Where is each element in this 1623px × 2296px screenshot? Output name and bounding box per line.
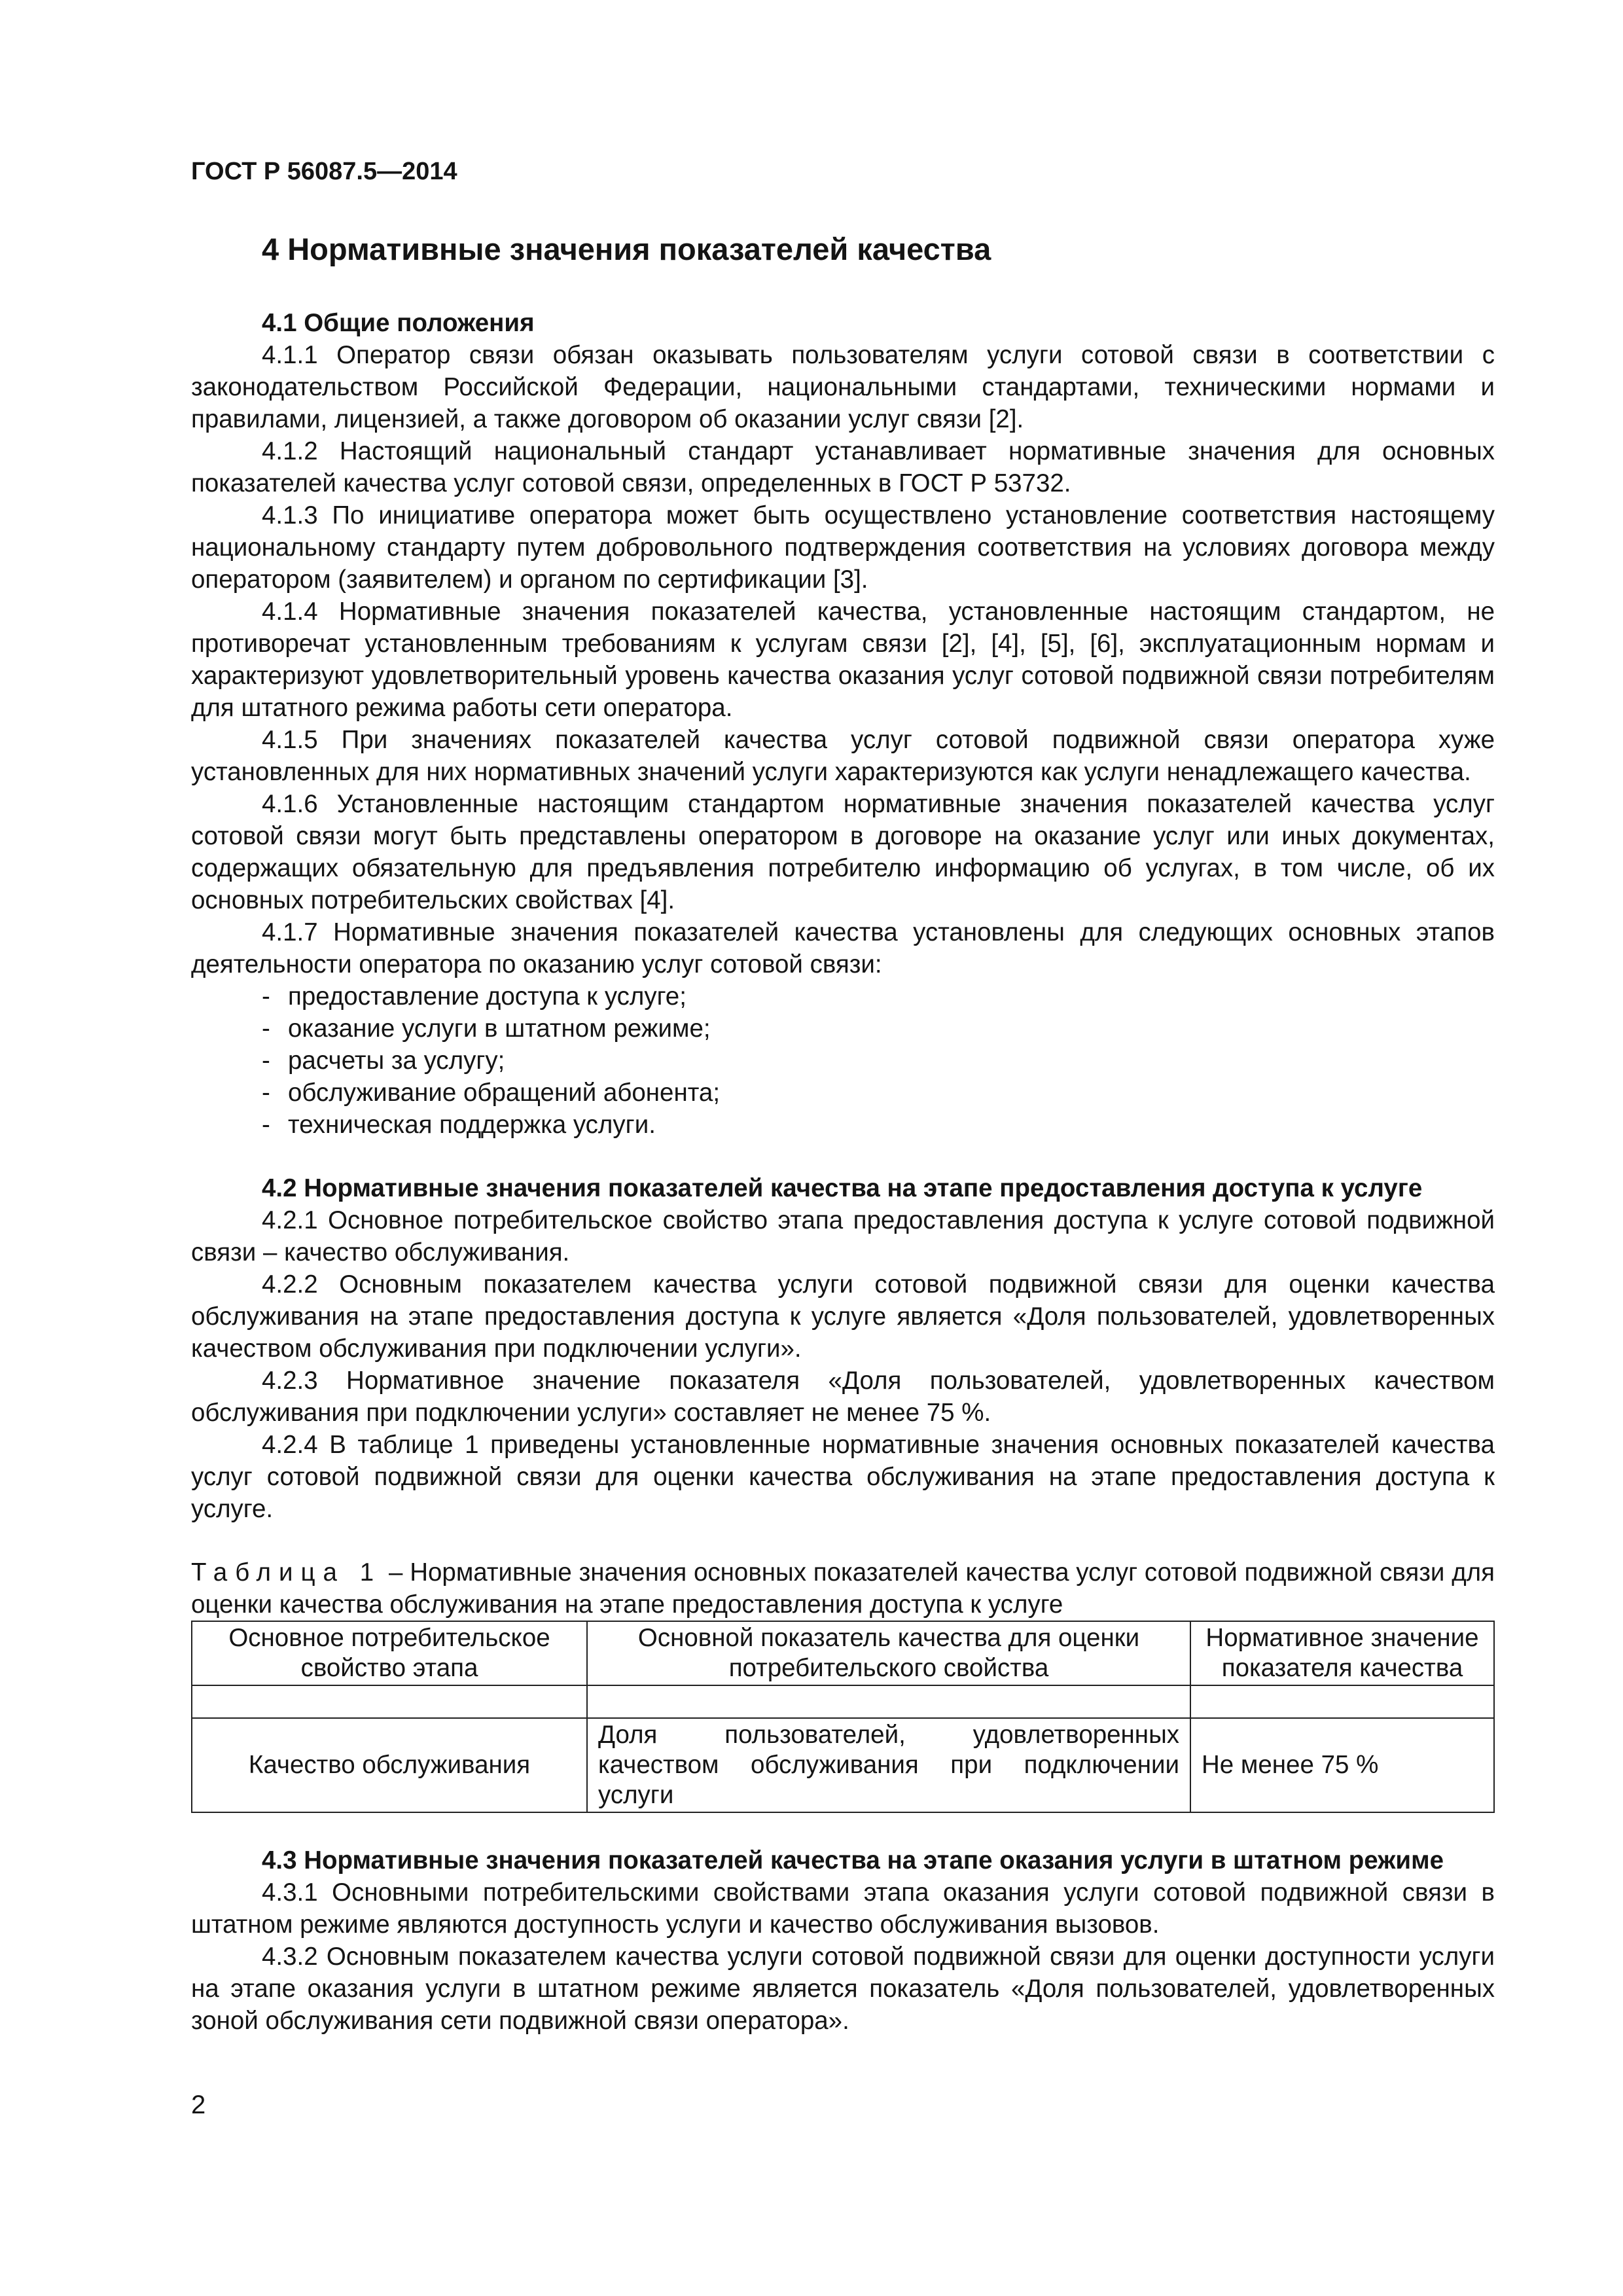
table-spacer-row — [192, 1685, 1494, 1718]
list-item: - техническая поддержка услуги. — [191, 1109, 1495, 1141]
list-item: - предоставление доступа к услуге; — [191, 980, 1495, 1013]
paragraph-4-1-7: 4.1.7 Нормативные значения показателей качества установлены для следующих основных этапов деятельности оператора по оказанию услуг сотовой связи: — [191, 918, 1495, 978]
list-item: - расчеты за услугу; — [191, 1045, 1495, 1077]
table-header-row — [192, 1621, 1494, 1685]
list-item: - оказание услуги в штатном режиме; — [191, 1013, 1495, 1045]
paragraph-4-2-2: 4.2.2 Основным показателем качества услуги сотовой подвижной связи для оценки качества обслуживания на этапе предоставления доступа к услуге является «Доля пользователей, удовлетворенных качеством обслуживания при подключении услуги». — [191, 1270, 1495, 1363]
section-4-title: 4 Нормативные значения показателей качества — [262, 232, 991, 266]
subsection-4-2-title: 4.2 Нормативные значения показателей качества на этапе предоставления доступа к услуге — [262, 1174, 1423, 1202]
table-cell: Не менее 75 % — [1190, 1718, 1494, 1812]
paragraph-4-2-1: 4.2.1 Основное потребительское свойство этапа предоставления доступа к услуге сотовой подвижной связи – качество обслуживания. — [191, 1206, 1495, 1266]
paragraph-4-1-1: 4.1.1 Оператор связи обязан оказывать пользователям услуги сотовой связи в соответствии с законодательством Российской Федерации, национальными стандартами, техническими нормами и правилами, лицензией, а также договором об оказании услуг связи [2]. — [191, 341, 1495, 433]
list-dash: - — [262, 1014, 270, 1043]
paragraph-4-2-3: 4.2.3 Нормативное значение показателя «Доля пользователей, удовлетворенных качеством обслуживания при подключении услуги» составляет не менее 75 %. — [191, 1367, 1495, 1427]
paragraph-4-3-1: 4.3.1 Основными потребительскими свойствами этапа оказания услуги сотовой подвижной связи в штатном режиме являются доступность услуги и качество обслуживания вызовов. — [191, 1878, 1495, 1939]
paragraph-4-1-3: 4.1.3 По инициативе оператора может быть осуществлено установление соответствия настоящему национальному стандарту путем добровольного подтверждения соответствия на условиях договора между оператором (заявителем) и органом по сертификации [3]. — [191, 501, 1495, 594]
subsection-4-1-title: 4.1 Общие положения — [262, 309, 535, 337]
paragraph-4-1-4: 4.1.4 Нормативные значения показателей качества, установленные настоящим стандартом, не противоречат установленным требованиям к услугам связи [2], [4], [5], [6], эксплуатационным нормам и характеризуют удовлетворительный уровень качества оказания услуг сотовой подвижной связи потребителям для штатного режима работы сети оператора. — [191, 598, 1495, 722]
document-code: ГОСТ Р 56087.5—2014 — [191, 158, 457, 185]
table-1-label: Таблица 1 — [191, 1558, 382, 1587]
paragraph-4-1-6: 4.1.6 Установленные настоящим стандартом нормативные значения показателей качества услуг сотовой связи могут быть представлены оператором в договоре на оказание услуг или иных документах, содержащих обязательную для предъявления потребителю информацию об услугах, в том числе, об их основных потребительских свойствах [4]. — [191, 790, 1495, 914]
table-cell: Качество обслуживания — [192, 1718, 587, 1812]
stages-list — [191, 980, 1495, 1141]
table-1-caption-text: – Нормативные значения основных показателей качества услуг сотовой подвижной связи для оценки качества обслуживания на этапе предоставления доступа к услуге — [191, 1558, 1495, 1619]
list-item: - обслуживание обращений абонента; — [191, 1077, 1495, 1109]
table-header-cell: Основное потребительское свойство этапа — [192, 1621, 587, 1685]
page-content — [191, 156, 1495, 2037]
paragraph-4-2-4: 4.2.4 В таблице 1 приведены установленные нормативные значения основных показателей качества услуг сотовой подвижной связи для оценки качества обслуживания на этапе предоставления доступа к услуге. — [191, 1431, 1495, 1523]
list-dash: - — [262, 1047, 270, 1075]
table-1 — [191, 1621, 1495, 1813]
paragraph-4-1-2: 4.1.2 Настоящий национальный стандарт устанавливает нормативные значения для основных показателей качества услуг сотовой связи, определенных в ГОСТ Р 53732. — [191, 437, 1495, 497]
table-header-cell: Нормативное значение показателя качества — [1190, 1621, 1494, 1685]
list-dash: - — [262, 982, 270, 1011]
table-header-cell: Основной показатель качества для оценки потребительского свойства — [587, 1621, 1190, 1685]
subsection-4-3-title: 4.3 Нормативные значения показателей качества на этапе оказания услуги в штатном режиме — [262, 1846, 1444, 1874]
list-dash: - — [262, 1111, 270, 1139]
page-number: 2 — [191, 2090, 206, 2119]
list-dash: - — [262, 1079, 270, 1107]
table-row — [192, 1718, 1494, 1812]
table-cell: Доля пользователей, удовлетворенных качеством обслуживания при подключении услуги — [587, 1718, 1190, 1812]
paragraph-4-1-5: 4.1.5 При значениях показателей качества услуг сотовой подвижной связи оператора хуже установленных для них нормативных значений услуги характеризуются как услуги ненадлежащего качества. — [191, 726, 1495, 786]
table-1-caption — [191, 1556, 1495, 1621]
paragraph-4-3-2: 4.3.2 Основным показателем качества услуги сотовой подвижной связи для оценки доступности услуги на этапе оказания услуги в штатном режиме является показатель «Доля пользователей, удовлетворенных зоной обслуживания сети подвижной связи оператора». — [191, 1943, 1495, 2035]
